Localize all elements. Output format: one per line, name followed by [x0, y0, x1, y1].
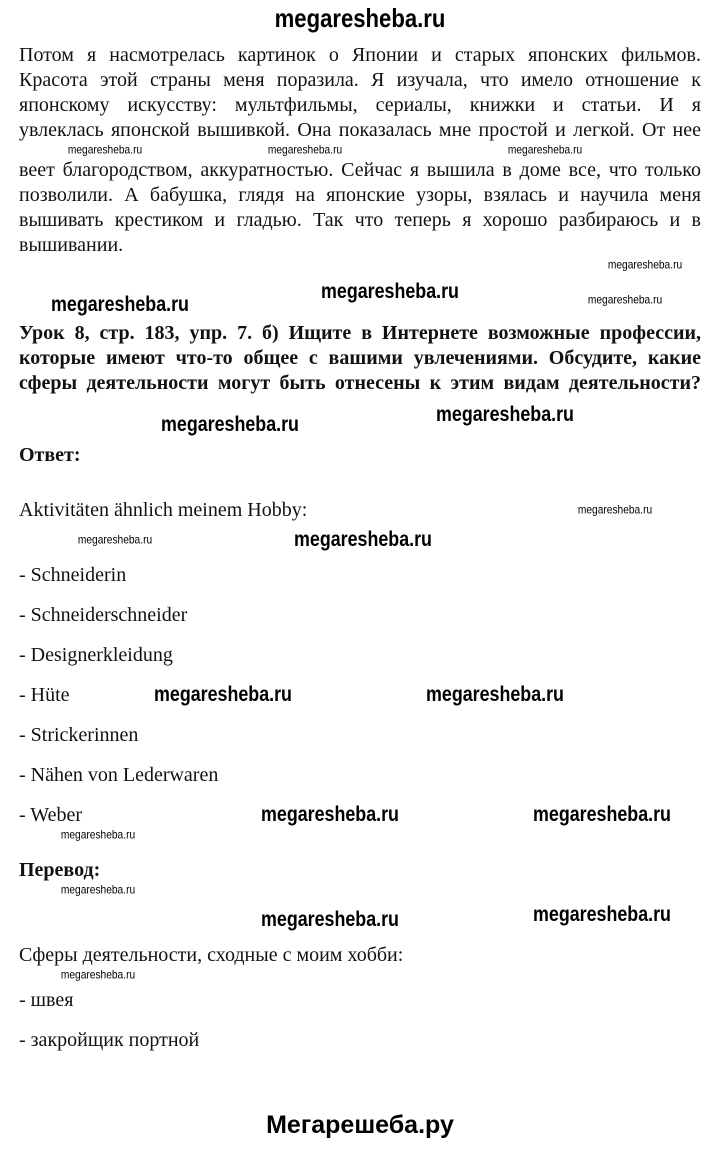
watermark: megaresheba.ru — [507, 142, 583, 157]
watermark: megaresheba.ru — [294, 528, 432, 551]
list-item: - Strickerinnen — [19, 724, 139, 746]
watermark: megaresheba.ru — [67, 142, 143, 157]
list-item: - швея — [19, 989, 74, 1011]
list-item: - закройщик портной — [19, 1029, 200, 1051]
watermark: megaresheba.ru — [161, 413, 299, 436]
question-line: Урок 8, стр. 183, упр. 7. б) Ищите в Интернете возможные профессии, — [19, 322, 701, 344]
paragraph-line: вышивать крестиком и гладью. Так что теперь я хорошо разбираюсь и в — [19, 209, 701, 231]
answer-label: Ответ: — [19, 444, 81, 466]
watermark: megaresheba.ru — [60, 967, 136, 982]
list-item: - Weber — [19, 804, 82, 826]
watermark: megaresheba.ru — [77, 532, 153, 547]
list-item: - Schneiderschneider — [19, 604, 188, 626]
paragraph-line: Потом я насмотрелась картинок о Японии и старых японских фильмов. — [19, 44, 701, 66]
site-footer: Мегарешеба.ру — [266, 1111, 454, 1139]
watermark: megaresheba.ru — [577, 502, 653, 517]
list-item: - Designerkleidung — [19, 644, 173, 666]
paragraph-line: вышивании. — [19, 234, 124, 256]
watermark: megaresheba.ru — [426, 683, 564, 706]
watermark: megaresheba.ru — [261, 908, 399, 931]
translation-label: Перевод: — [19, 859, 101, 881]
watermark: megaresheba.ru — [587, 292, 663, 307]
watermark: megaresheba.ru — [51, 293, 189, 316]
watermark: megaresheba.ru — [261, 803, 399, 826]
list-item: - Nähen von Lederwaren — [19, 764, 219, 786]
watermark: megaresheba.ru — [154, 683, 292, 706]
watermark: megaresheba.ru — [436, 403, 574, 426]
watermark: megaresheba.ru — [533, 903, 671, 926]
watermark: megaresheba.ru — [321, 280, 459, 303]
question-line: которые имеют что-то общее с вашими увлечениями. Обсудите, какие — [19, 347, 701, 369]
watermark: megaresheba.ru — [533, 803, 671, 826]
watermark: megaresheba.ru — [60, 827, 136, 842]
site-header: megaresheba.ru — [274, 3, 446, 33]
paragraph-line: позволили. А бабушка, глядя на японские узоры, взялась и научила меня — [19, 184, 701, 206]
paragraph-line: веет благородством, аккуратностью. Сейчас я вышила в доме все, что только — [19, 159, 701, 181]
translation-intro: Сферы деятельности, сходные с моим хобби: — [19, 944, 404, 966]
watermark: megaresheba.ru — [607, 257, 683, 272]
answer-intro: Aktivitäten ähnlich meinem Hobby: — [19, 499, 308, 521]
paragraph-line: Красота этой страны меня поразила. Я изучала, что имело отношение к — [19, 69, 701, 91]
watermark: megaresheba.ru — [267, 142, 343, 157]
paragraph-line: японскому искусству: мультфильмы, сериалы, книжки и статьи. И я — [19, 94, 701, 116]
list-item: - Schneiderin — [19, 564, 127, 586]
watermark: megaresheba.ru — [60, 882, 136, 897]
question-line: сферы деятельности могут быть отнесены к этим видам деятельности? — [19, 372, 701, 394]
list-item: - Hüte — [19, 684, 70, 706]
paragraph-line: увлеклась японской вышивкой. Она показалась мне простой и легкой. От нее — [19, 119, 701, 141]
